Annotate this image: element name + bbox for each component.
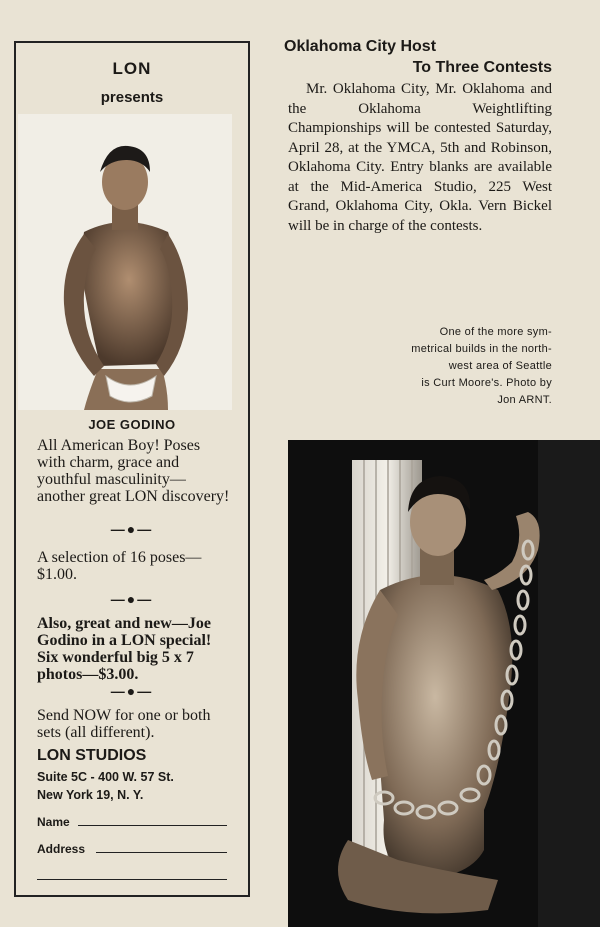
name-field-line: [78, 811, 227, 826]
article-headline-line-1: Oklahoma City Host: [284, 38, 437, 55]
bodybuilder-photo: [288, 440, 600, 927]
photo-caption: [350, 324, 552, 409]
studio-address-line-1: Suite 5C - 400 W. 57 St.: [37, 770, 174, 784]
photo-caption-line-3: west area of Seattle: [448, 360, 552, 372]
studio-name: LON STUDIOS: [37, 747, 147, 764]
article-headline-line-2: To Three Contests: [412, 59, 552, 76]
lon-advertisement: [14, 41, 250, 897]
studio-address-line-2: New York 19, N. Y.: [37, 788, 144, 802]
photo-caption-line-5: Jon ARNT.: [497, 394, 552, 406]
ad-presents-text: presents: [100, 89, 164, 106]
extra-address-line: [37, 865, 227, 880]
offer-2-text: Also, great and new—Joe Godino in a LON special! Six wonderful big 5 x 7 photos—$3.00.: [37, 615, 212, 683]
ad-cta-text: Send NOW for one or both sets (all different).: [37, 707, 211, 741]
name-field-label: Name: [37, 815, 70, 829]
ad-brand-title: LON: [112, 59, 152, 78]
offer-1-text: A selection of 16 poses—$1.00.: [37, 549, 202, 583]
model-name-caption: JOE GODINO: [88, 417, 176, 432]
article-body: Mr. Oklahoma City, Mr. Oklahoma and the Oklahoma Weightlifting Championships will be contested Saturday, April 28, at the YMCA, 5th and Robinson, Oklahoma City. Entry blanks are available at the Mid-America Studio, 225 West Grand, Oklahoma City, Okla. Vern Bickel will be in charge of the contests.: [288, 81, 552, 234]
ad-blurb: All American Boy! Poses with charm, grace and youthful masculinity—another great LON discovery!: [37, 437, 230, 505]
separator-1: —●—: [110, 521, 154, 537]
photo-caption-line-4: is Curt Moore's. Photo by: [421, 377, 552, 389]
address-field-line: [96, 838, 227, 853]
model-photo: [18, 114, 232, 410]
separator-2: —●—: [110, 591, 154, 607]
address-field-label: Address: [37, 842, 86, 856]
photo-caption-line-1: One of the more sym-: [439, 326, 552, 338]
photo-caption-line-2: metrical builds in the north-: [411, 343, 552, 355]
separator-3: —●—: [110, 683, 154, 699]
